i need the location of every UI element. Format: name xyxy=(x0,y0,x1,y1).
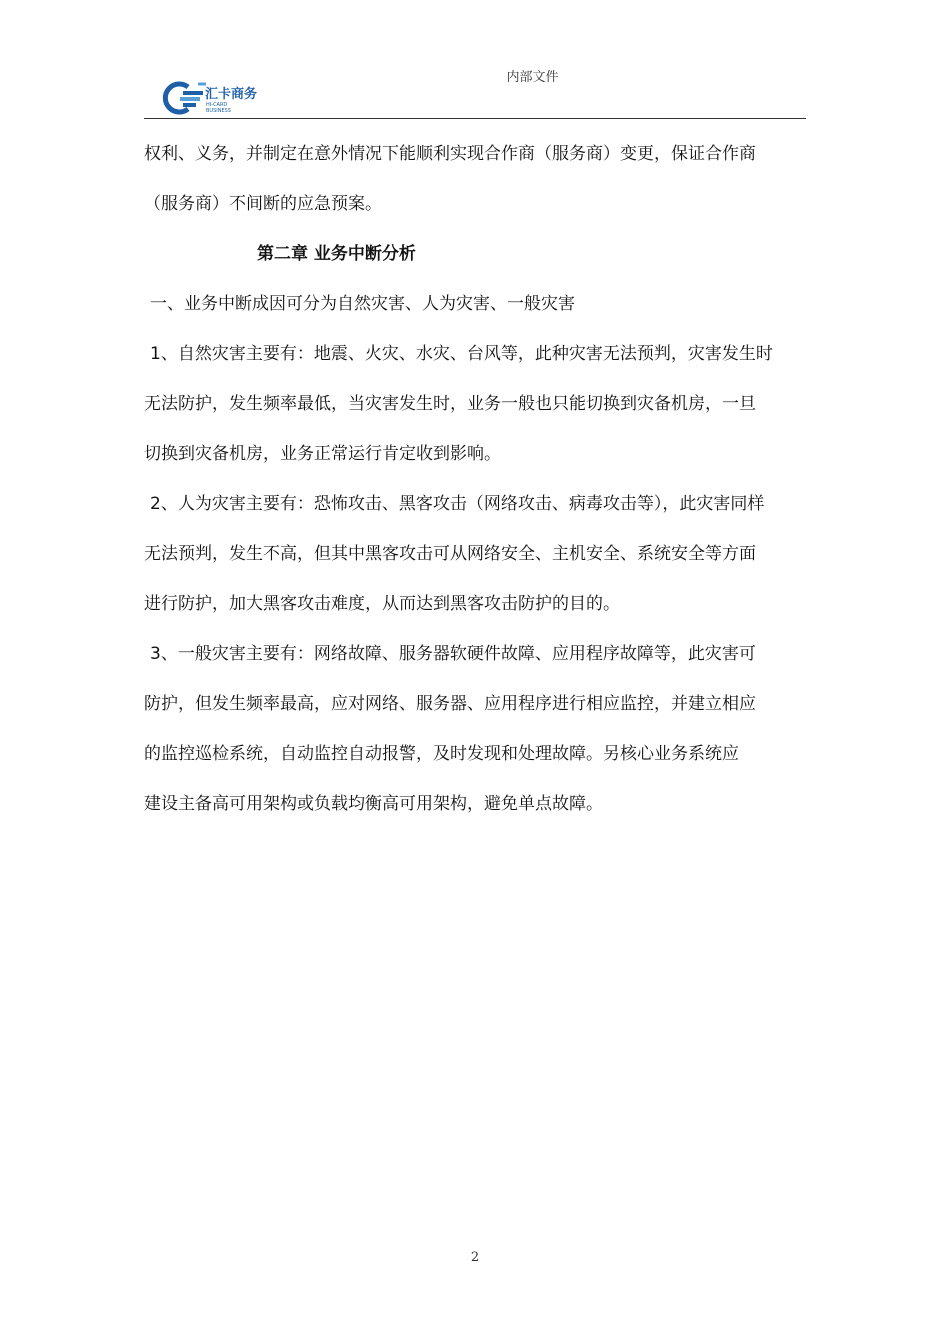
body-line: 建设主备高可用架构或负载均衡高可用架构，避免单点故障。 xyxy=(144,794,603,814)
logo-cn-text: 汇卡商务 xyxy=(205,87,258,102)
body-line: 进行防护，加大黑客攻击难度，从而达到黑客攻击防护的目的。 xyxy=(144,594,620,614)
body-line: 3、一般灾害主要有：网络故障、服务器软硬件故障、应用程序故障等，此灾害可 xyxy=(150,644,756,664)
body-line: 的监控巡检系统，自动监控自动报警，及时发现和处理故障。另核心业务系统应 xyxy=(144,744,739,764)
body-line: 1、自然灾害主要有：地震、火灾、水灾、台风等，此种灾害无法预判，灾害发生时 xyxy=(150,344,773,364)
body-line: 权利、义务，并制定在意外情况下能顺利实现合作商（服务商）变更，保证合作商 xyxy=(144,144,756,164)
logo-en-text-1: HI-CARD xyxy=(206,102,228,108)
document-body xyxy=(144,129,808,829)
document-classification-label: 内部文件 xyxy=(506,70,559,85)
body-line: 防护，但发生频率最高，应对网络、服务器、应用程序进行相应监控，并建立相应 xyxy=(144,694,756,714)
body-line: 切换到灾备机房，业务正常运行肯定收到影响。 xyxy=(144,444,501,464)
page-number: 2 xyxy=(470,1250,480,1265)
body-line: 2、人为灾害主要有：恐怖攻击、黑客攻击（网络攻击、病毒攻击等），此灾害同样 xyxy=(150,494,765,514)
body-line: 无法防护，发生频率最低，当灾害发生时，业务一般也只能切换到灾备机房，一旦 xyxy=(144,394,756,414)
chapter-heading: 第二章 业务中断分析 xyxy=(257,244,416,264)
body-line: （服务商）不间断的应急预案。 xyxy=(144,194,382,214)
body-line: 无法预判，发生不高，但其中黑客攻击可从网络安全、主机安全、系统安全等方面 xyxy=(144,544,756,564)
section-heading: 一、业务中断成因可分为自然灾害、人为灾害、一般灾害 xyxy=(150,294,575,314)
logo-en-text-2: BUSINESS xyxy=(206,108,231,114)
header-divider xyxy=(144,118,806,119)
